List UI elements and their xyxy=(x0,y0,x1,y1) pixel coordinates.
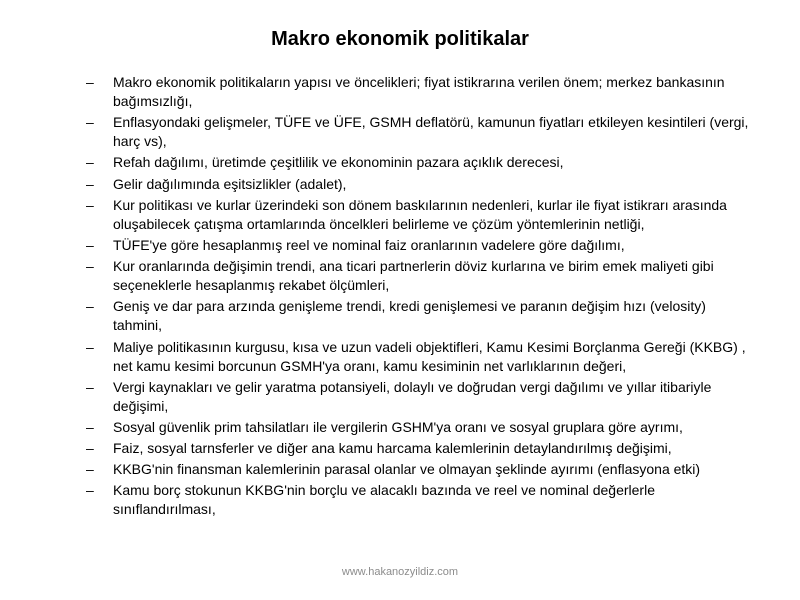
bullet-text: TÜFE'ye göre hesaplanmış reel ve nominal faiz oranlarının vadelere göre dağılımı, xyxy=(113,236,625,253)
bullet-text: Geniş ve dar para arzında genişleme trendi, kredi genişlemesi ve paranın değişim hızı (velosity) tahmini, xyxy=(113,298,706,334)
bullet-item xyxy=(86,153,758,172)
watermark-url: www.hakanozyildiz.com xyxy=(341,566,459,578)
bullet-dash-icon: – xyxy=(86,378,94,395)
bullet-item xyxy=(86,481,758,519)
bullet-text: Sosyal güvenlik prim tahsilatları ile vergilerin GSHM'ya oranı ve sosyal gruplara göre ayrımı, xyxy=(113,418,683,435)
bullet-item xyxy=(86,257,758,295)
bullet-item xyxy=(86,175,758,194)
bullet-text: KKBG'nin finansman kalemlerinin parasal olanlar ve olmayan şeklinde ayırımı (enflasyona etki) xyxy=(113,461,701,478)
bullet-item xyxy=(86,73,758,111)
bullet-list xyxy=(86,73,758,522)
bullet-item xyxy=(86,236,758,255)
bullet-item xyxy=(86,113,758,151)
bullet-text: Faiz, sosyal tarnsferler ve diğer ana kamu harcama kalemlerinin detaylandırılmış değişimi, xyxy=(113,440,672,457)
bullet-dash-icon: – xyxy=(86,298,94,315)
bullet-dash-icon: – xyxy=(86,440,94,457)
bullet-dash-icon: – xyxy=(86,196,94,213)
bullet-item xyxy=(86,418,758,437)
bullet-dash-icon: – xyxy=(86,154,94,171)
bullet-text: Makro ekonomik politikaların yapısı ve öncelikleri; fiyat istikrarına verilen önem; merkez bankasının bağımsızlığı, xyxy=(113,74,725,109)
bullet-text: Kur oranlarında değişimin trendi, ana ticari partnerlerin döviz kurlarına ve birim emek maliyeti gibi seçeneklerle hesaplanmış rekabet ölçümleri, xyxy=(113,258,714,294)
bullet-dash-icon: – xyxy=(86,175,94,192)
bullet-dash-icon: – xyxy=(86,114,94,131)
bullet-item xyxy=(86,460,758,479)
bullet-dash-icon: – xyxy=(86,236,94,253)
bullet-item xyxy=(86,439,758,458)
bullet-dash-icon: – xyxy=(86,418,94,435)
bullet-item xyxy=(86,297,758,335)
bullet-text: Kur politikası ve kurlar üzerindeki son dönem baskılarının nedenleri, kurlar ile fiyat istikrarı arasında oluşabilecek çatışma ortamlarında öncelkleri belirleme ve çözüm yöntemlerinin netliği, xyxy=(113,196,727,232)
bullet-dash-icon: – xyxy=(86,338,94,355)
bullet-text: Enflasyondaki gelişmeler, TÜFE ve ÜFE, GSMH deflatörü, kamunun fiyatları etkileyen kesintileri (vergi, harç vs), xyxy=(113,114,749,150)
bullet-item xyxy=(86,378,758,416)
bullet-text: Vergi kaynakları ve gelir yaratma potansiyeli, dolaylı ve doğrudan vergi dağılımı ve yıllar itibariyle değişimi, xyxy=(113,378,712,414)
bullet-dash-icon: – xyxy=(86,461,94,478)
bullet-item xyxy=(86,196,758,234)
bullet-dash-icon: – xyxy=(86,258,94,275)
bullet-text: Kamu borç stokunun KKBG'nin borçlu ve alacaklı bazında ve reel ve nominal değerlerle sınıflandırılması, xyxy=(113,482,655,518)
slide-title: Makro ekonomik politikalar xyxy=(271,28,529,50)
bullet-dash-icon: – xyxy=(86,482,94,499)
bullet-text: Maliye politikasının kurgusu, kısa ve uzun vadeli objektifleri, Kamu Kesimi Borçlanma Gereği (KKBG) , net kamu kesimi borcunun GSMH'ya oranı, kamu kesiminin net varlıklarının değeri, xyxy=(113,338,746,374)
bullet-item xyxy=(86,338,758,376)
bullet-dash-icon: – xyxy=(86,74,94,90)
bullet-text: Refah dağılımı, üretimde çeşitlilik ve ekonominin pazara açıklık derecesi, xyxy=(113,154,564,171)
bullet-text: Gelir dağılımında eşitsizlikler (adalet), xyxy=(113,175,347,192)
